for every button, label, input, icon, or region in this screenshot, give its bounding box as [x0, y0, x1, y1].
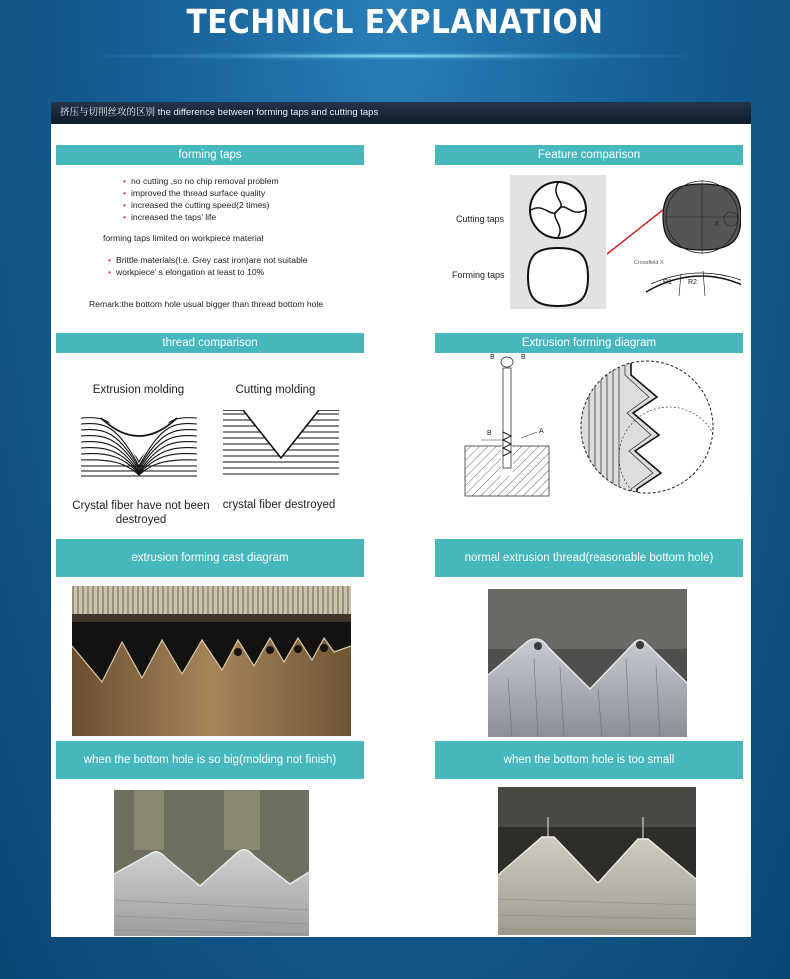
cutting-fiber-figure — [223, 410, 339, 478]
panel-header-bar: 挤压与切削丝攻的区别 the difference between forming taps and cutting taps — [51, 102, 751, 124]
a-label: A — [539, 428, 544, 435]
forming-remark: Remark:the bottom hole usual bigger than thread bottom hole — [89, 299, 324, 309]
r2-label: R2 — [688, 279, 697, 286]
thread-comparison-header: thread comparison — [56, 333, 364, 353]
forming-benefit-1: • no cutting ,so no chip removal problem — [123, 176, 279, 186]
cast-diagram-header: extrusion forming cast diagram — [56, 539, 364, 577]
hole-small-header: when the bottom hole is too small — [435, 741, 743, 779]
b-label-top-left: B — [490, 354, 495, 361]
forming-limit-1: • Brittle materials(I.e. Grey cast iron)are not suitable — [108, 255, 308, 265]
extrusion-caption: Crystal fiber have not been destroyed — [72, 500, 210, 526]
b-label-mid: B — [487, 430, 492, 437]
forming-benefit-3: • increased the cutting speed(2 times) — [123, 200, 270, 210]
cutting-molding-label: Cutting molding — [235, 384, 316, 396]
forming-benefit-2: • improved the thread surface quality — [123, 188, 265, 198]
forming-taps-label: Forming taps — [452, 270, 505, 280]
extrusion-detail-circle-figure — [579, 357, 714, 497]
cutting-caption: crystal fiber destroyed — [222, 499, 336, 511]
cast-thread-photo — [72, 586, 351, 736]
extrusion-forming-diagram-header: Extrusion forming diagram — [435, 333, 743, 353]
normal-thread-photo — [488, 589, 687, 737]
x-label: X — [714, 219, 720, 228]
hole-big-header: when the bottom hole is so big(molding not finish) — [56, 741, 364, 779]
forming-limit-heading: forming taps limited on workpiece material — [103, 233, 264, 243]
forming-limit-2: • workpiece’ s elongation at least to 10% — [108, 267, 264, 277]
normal-thread-header: normal extrusion thread(reasonable bottom hole) — [435, 539, 743, 577]
section-label: Crossfield X — [634, 260, 664, 266]
r1-label: R1 — [663, 279, 672, 286]
hole-big-photo — [114, 790, 309, 936]
forming-taps-header: forming taps — [56, 145, 364, 165]
hole-small-photo — [498, 787, 696, 935]
title-glow-divider — [95, 52, 695, 60]
forming-benefit-4: • increased the taps’ life — [123, 212, 216, 222]
tap-in-workpiece-figure — [461, 354, 551, 502]
page-title: TECHNICL EXPLANATION — [186, 2, 604, 41]
extrusion-fiber-figure — [81, 410, 197, 478]
feature-detail-figure — [561, 172, 741, 312]
b-label-top-right: B — [521, 354, 526, 361]
feature-comparison-header: Feature comparison — [435, 145, 743, 165]
cutting-taps-label: Cutting taps — [456, 214, 505, 224]
explanation-panel — [51, 102, 751, 937]
extrusion-molding-label: Extrusion molding — [92, 384, 185, 396]
